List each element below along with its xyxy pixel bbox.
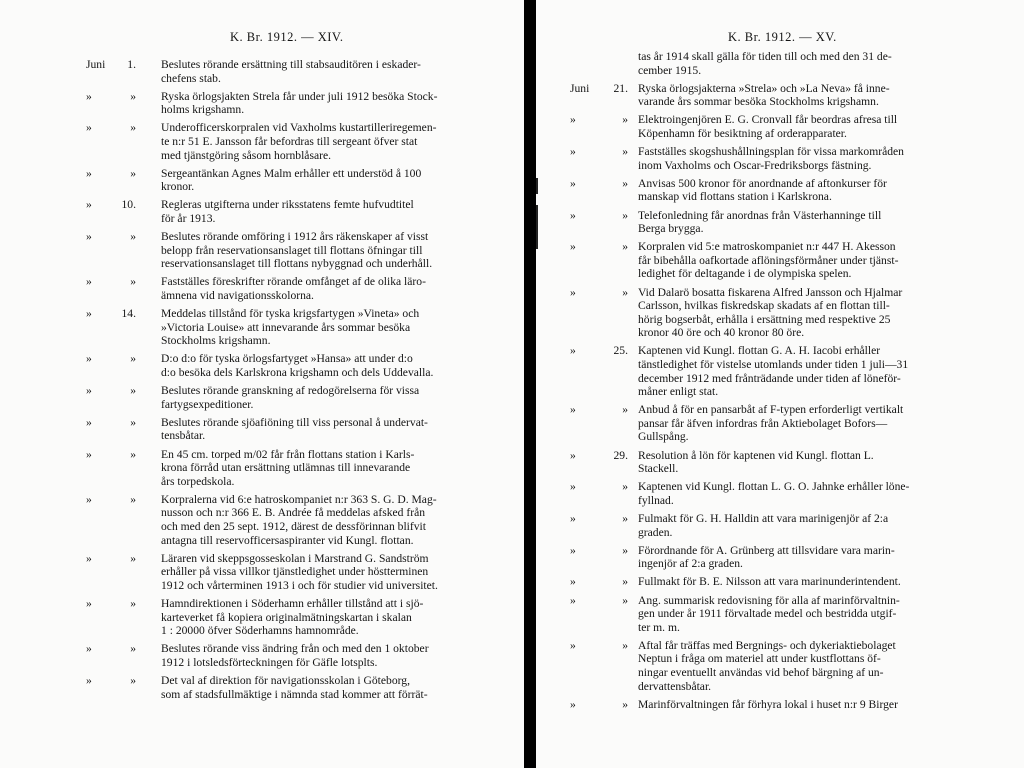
entry-line: Vid Dalarö bosatta fiskarena Alfred Jansson och Hjalmar	[638, 285, 903, 299]
entry-day: »	[622, 638, 628, 652]
entry-line: krona förråd utan ersättning utlämnas till innevarande	[161, 461, 411, 475]
entry-line: Beslutes rörande ersättning till stabsauditören i eskader-	[161, 58, 421, 71]
entry-month: »	[570, 113, 576, 127]
entry-text	[161, 493, 437, 547]
entry-line: Elektroingenjören E. G. Cronvall får beordras afresa till	[638, 113, 898, 127]
entry-line: te n:r 51 E. Jansson får befordras till sergeant öfver stat	[161, 134, 418, 148]
entry-day: »	[622, 543, 628, 557]
entry-day: »	[130, 492, 136, 506]
entry-text	[161, 352, 433, 379]
entry-line: och med den 25 sept. 1912, därest de dessförinnan blifvit	[161, 519, 426, 533]
entry-day: »	[130, 551, 136, 565]
entry-line: fartygsexpeditioner.	[161, 397, 254, 411]
entry-text	[638, 145, 904, 172]
entry-line: Ang. summarisk redovisning för alla af marinförvaltnin-	[638, 593, 900, 607]
entry-line: tas år 1914 skall gälla för tiden till och med den 31 de-	[638, 50, 892, 63]
entry-line: Beslutes rörande sjöafiöning till viss personal å undervat-	[161, 415, 428, 429]
entry-text	[638, 480, 909, 507]
entry-line: fyllnad.	[638, 493, 674, 507]
entry-day: »	[130, 447, 136, 461]
entry-day: »	[622, 285, 628, 299]
entry-month: »	[570, 240, 576, 254]
entry-month: »	[86, 642, 92, 656]
entry-line: med tjänstgöring såsom hornblåsare.	[161, 148, 332, 162]
entry-line: D:o d:o för tyska örlogsfartyget »Hansa» att under d:o	[161, 352, 413, 366]
entry-line: Carlsson, hvilkas fiskredskap skadats af en flottan till-	[638, 299, 890, 313]
entry-line: Fulmakt för G. H. Halldin att vara marinigenjör af 2:a	[638, 512, 889, 525]
entry-day: »	[130, 642, 136, 656]
entry-day: »	[130, 415, 136, 429]
entry-day: 1.	[127, 58, 136, 71]
entry-month: Juni	[570, 81, 590, 95]
page-header: K. Br. 1912. — XV.	[728, 30, 837, 44]
entry-line: holms krigshamn.	[161, 103, 245, 117]
entry-line: Beslutes rörande granskning af redogörelserna för vissa	[161, 384, 420, 398]
entry-month: »	[570, 403, 576, 417]
entry-text	[638, 113, 897, 140]
entry-text	[638, 344, 908, 398]
entry-line: december 1912 med frånträdande under tiden af löneför-	[638, 371, 901, 385]
entry-line: Kaptenen vid Kungl. flottan G. A. H. Iacobi erhåller	[638, 344, 881, 358]
entry-line: Resolution å lön för kaptenen vid Kungl. flottan L.	[638, 448, 874, 462]
entry-day: »	[622, 176, 628, 190]
entry-line: Stockholms krigshamn.	[161, 334, 271, 348]
entry-day: »	[622, 208, 628, 222]
entry-month: »	[570, 593, 576, 607]
entry-line: kronor.	[161, 180, 195, 194]
entry-day: »	[622, 403, 628, 417]
entry-month: »	[86, 166, 92, 180]
entry-line: Meddelas tillstånd för tyska krigsfartygen »Vineta» och	[161, 307, 420, 321]
entry-month: »	[86, 121, 92, 135]
entry-text	[638, 82, 890, 109]
entry-day: »	[622, 512, 628, 525]
entry-day: »	[130, 166, 136, 180]
entry-line: manskap vid flottans station i Karlskrona.	[638, 190, 832, 204]
entry-month: »	[570, 697, 576, 711]
entry-text	[161, 121, 436, 162]
entry-month: »	[86, 674, 92, 687]
entry-line: 1 : 20000 öfver Söderhamns hamnområde.	[161, 624, 359, 638]
entry-line: ningar eventuellt användas vid behof bärgning af un-	[638, 665, 884, 679]
entry-text	[161, 384, 419, 411]
entry-line: pansar får äfven infordras från Aktiebolaget Bofors—	[638, 416, 888, 430]
entry-text	[638, 544, 895, 571]
entry-line: Regleras utgifterna under riksstatens femte hufvudtitel	[161, 198, 414, 212]
entry-line: Fastställes föreskrifter rörande omfånget af de olika läro-	[161, 275, 426, 289]
entry-month: »	[570, 480, 576, 494]
entry-line: Anbud å för en pansarbåt af F-typen erforderligt vertikalt	[638, 403, 904, 417]
entry-line: Korpralerna vid 6:e hatroskompaniet n:r 363 S. G. D. Mag-	[161, 492, 437, 506]
entry-line: Berga brygga.	[638, 222, 704, 236]
entry-line: En 45 cm. torped m/02 får från flottans station i Karls-	[161, 447, 415, 461]
entry-line: gen under år 1911 förvaltade medel och bestridda utgif-	[638, 607, 897, 621]
entry-line: inom Vaxholms och Oscar-Fredriksborgs fästning.	[638, 158, 872, 172]
entry-line: belopp från reservationsanslaget till flottans öfningar till	[161, 243, 423, 257]
entry-text	[638, 286, 902, 340]
entry-line: Marinförvaltningen får förhyra lokal i huset n:r 9 Birger	[638, 697, 898, 711]
entry-line: Kaptenen vid Kungl. flottan L. G. O. Jahnke erhåller löne-	[638, 480, 910, 494]
entry-month: »	[570, 208, 576, 222]
entry-line: Aftal får träffas med Bergnings- och dykeriaktiebolaget	[638, 638, 896, 652]
entry-month: »	[570, 285, 576, 299]
entry-day: 10.	[121, 198, 136, 212]
entry-line: Sergeantänkan Agnes Malm erhåller ett understöd å 100	[161, 166, 422, 180]
entry-month: »	[86, 307, 92, 321]
entry-text	[161, 167, 421, 194]
entry-day: »	[130, 597, 136, 610]
entry-text	[161, 597, 423, 638]
entry-month: »	[570, 575, 576, 589]
entry-line: graden.	[638, 525, 673, 539]
entry-line: 1912 och vårterminen 1913 i och för studier vid universitet.	[161, 578, 438, 592]
entry-line: ledighet för deltagande i de olympiska spelen.	[638, 267, 852, 281]
entry-line: Köpenhamn för besiktning af orderapparater.	[638, 126, 847, 140]
entry-month: »	[86, 275, 92, 289]
entry-month: »	[86, 415, 92, 429]
entry-text	[161, 230, 432, 271]
entry-line: reservationsanslaget till flottans nybyggnad och underhåll.	[161, 257, 433, 271]
entry-text	[161, 307, 419, 348]
entry-text	[161, 552, 438, 593]
entry-day: 21.	[613, 81, 628, 95]
entry-text	[638, 698, 898, 712]
entry-text	[161, 674, 428, 701]
entry-line: för år 1913.	[161, 211, 216, 225]
entry-line: Anvisas 500 kronor för anordnande af aftonkurser för	[638, 176, 887, 190]
entry-text	[638, 449, 874, 476]
entry-day: »	[130, 384, 136, 398]
entry-month: »	[570, 638, 576, 652]
page-header: K. Br. 1912. — XIV.	[230, 30, 344, 44]
entry-month: »	[86, 384, 92, 398]
entry-text	[638, 209, 881, 236]
entry-day: »	[622, 697, 628, 711]
entry-month: Juni	[86, 58, 106, 71]
right-page	[536, 0, 1024, 768]
entry-line: ämnena vid navigationsskolorna.	[161, 288, 314, 302]
entry-line: Korpralen vid 5:e matroskompaniet n:r 447 H. Akesson	[638, 240, 896, 254]
entry-month: »	[86, 551, 92, 565]
entry-day: »	[622, 240, 628, 254]
entry-line: som af stadsfullmäktige i nämnda stad kommer att förrät-	[161, 687, 428, 701]
entry-day: 29.	[613, 448, 628, 462]
entry-line: antagna till reservofficersaspiranter vid Kungl. flottan.	[161, 533, 414, 547]
entry-line: cember 1915.	[638, 63, 702, 77]
entry-month: »	[86, 447, 92, 461]
entry-text	[161, 448, 414, 489]
entry-line: dervattensbåtar.	[638, 679, 712, 693]
entry-line: Hamndirektionen i Söderhamn erhåller tillstånd att i sjö-	[161, 597, 424, 610]
entry-line: Beslutes rörande viss ändring från och med den 1 oktober	[161, 642, 429, 656]
entry-day: »	[130, 275, 136, 289]
entry-month: »	[86, 198, 92, 212]
entry-line: Stackell.	[638, 462, 679, 476]
entry-month: »	[570, 448, 576, 462]
entry-text	[161, 416, 428, 443]
entry-text	[161, 642, 429, 669]
entry-month: »	[570, 176, 576, 190]
entry-day: »	[130, 352, 136, 366]
entry-text	[161, 198, 414, 225]
entry-text	[161, 90, 437, 117]
entry-line: erhåller på vissa villkor tjänstledighet under höstterminen	[161, 565, 429, 579]
entry-text	[638, 575, 901, 589]
entry-month: »	[86, 492, 92, 506]
entry-day: »	[130, 674, 136, 687]
entry-text	[161, 58, 421, 85]
entry-month: »	[570, 543, 576, 557]
entry-line: måner enligt stat.	[638, 385, 719, 399]
entry-text	[638, 403, 903, 444]
entry-line: chefens stab.	[161, 71, 221, 85]
entry-month: »	[86, 89, 92, 103]
entry-text	[638, 639, 896, 693]
entry-day: »	[622, 593, 628, 607]
entry-line: ingenjör af 2:a graden.	[638, 557, 743, 571]
margin-mark	[536, 178, 538, 194]
entry-day: 14.	[121, 307, 136, 321]
entry-line: Det val af direktion för navigationsskolan i Göteborg,	[161, 674, 410, 687]
entry-text	[161, 275, 426, 302]
entry-day: »	[622, 480, 628, 494]
entry-day: »	[130, 121, 136, 135]
entry-line: års torpedskola.	[161, 474, 235, 488]
entry-line: Förordnande för A. Grünberg att tillsvidare vara marin-	[638, 543, 895, 557]
entry-text	[638, 240, 898, 281]
entry-line: varande års sommar besöka Stockholms krigshamn.	[638, 95, 879, 109]
entry-month: »	[86, 230, 92, 244]
entry-line: Läraren vid skeppsgosseskolan i Marstrand G. Sandström	[161, 551, 429, 565]
entry-text	[638, 512, 888, 539]
entry-day: »	[622, 145, 628, 159]
entry-day: 25.	[613, 344, 628, 358]
entry-line: Telefonledning får anordnas från Västerhanninge till	[638, 208, 882, 222]
margin-mark	[536, 205, 538, 249]
entry-text	[638, 50, 892, 77]
book-gutter	[524, 0, 536, 768]
entry-line: Neptun i fråga om materiel att under kustflottans öf-	[638, 652, 881, 666]
entry-line: d:o besöka dels Karlskrona krigshamn och dels Uddevalla.	[161, 365, 434, 379]
entry-line: Underofficerskorpralen vid Vaxholms kustartilleriregemen-	[161, 121, 437, 135]
entry-line: hörig bogserbåt, erhålla i ersättning med respektive 25	[638, 312, 891, 326]
entry-line: Beslutes rörande omföring i 1912 års räkenskaper af visst	[161, 230, 429, 244]
entry-day: »	[130, 230, 136, 244]
entry-month: »	[86, 597, 92, 610]
entry-day: »	[622, 575, 628, 589]
entry-line: tensbåtar.	[161, 429, 206, 443]
entry-line: karteverket få kopiera originalmätningskartan i skalan	[161, 610, 412, 624]
entry-month: »	[570, 344, 576, 358]
entry-day: »	[622, 113, 628, 127]
entry-line: Ryska örlogsjakten Strela får under juli 1912 besöka Stock-	[161, 89, 438, 103]
entry-line: Ryska örlogsjakterna »Strela» och »La Neva» få inne-	[638, 81, 890, 95]
entry-line: Gullspång.	[638, 430, 689, 444]
entry-month: »	[570, 145, 576, 159]
entry-line: Fullmakt för B. E. Nilsson att vara marinunderintendent.	[638, 575, 901, 589]
entry-day: »	[130, 89, 136, 103]
entry-line: nusson och n:r 366 E. B. Andrée få meddelas afsked från	[161, 506, 426, 520]
entry-line: 1912 i lotsledsförteckningen för Gäfle lotsplts.	[161, 655, 378, 669]
entry-line: »Victoria Louise» att innevarande års sommar besöka	[161, 320, 411, 334]
entry-line: kronor 40 öre och 40 kronor 80 öre.	[638, 326, 805, 340]
entry-month: »	[570, 512, 576, 525]
entry-text	[638, 177, 887, 204]
entry-line: Fastställes skogshushållningsplan för vissa markområden	[638, 145, 904, 159]
entry-line: ter m. m.	[638, 620, 680, 634]
entry-text	[638, 594, 900, 635]
entry-month: »	[86, 352, 92, 366]
entry-line: tänstledighet för vistelse utomlands under tiden 1 juli—31	[638, 357, 909, 371]
entry-line: får bibehålla oafkortade aflöningsförmåner under tjänst-	[638, 253, 899, 267]
